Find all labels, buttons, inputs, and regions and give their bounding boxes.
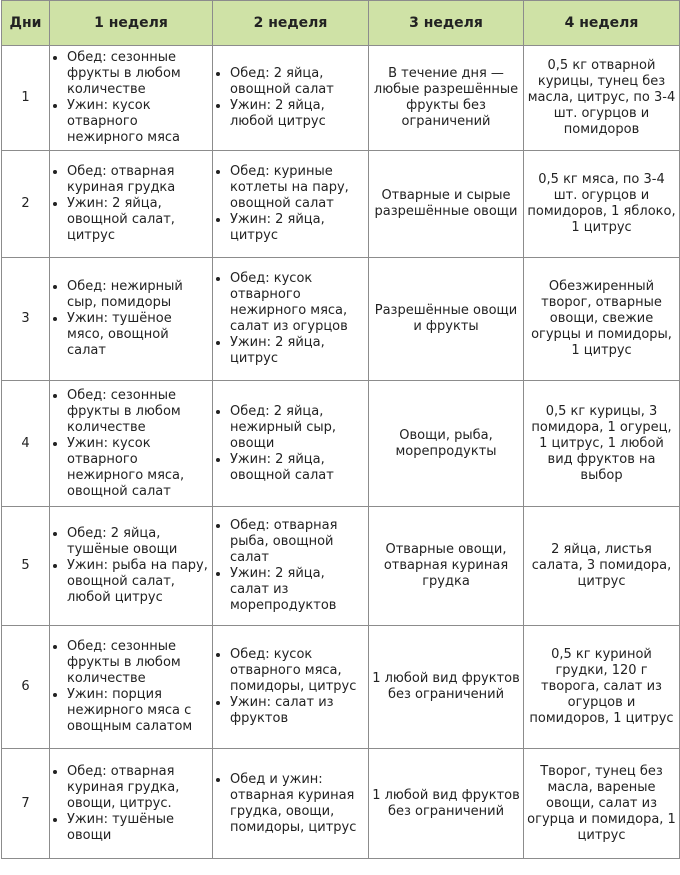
- meal-item: • Обед: кусок отварного мяса, помидоры, цитрус: [230, 647, 365, 695]
- table-row: [2, 381, 680, 507]
- table-header: [2, 1, 680, 46]
- week-2-cell: [213, 46, 369, 151]
- meal-item: • Обед: сезонные фрукты в любом количестве: [67, 639, 209, 687]
- meal-list: [216, 647, 365, 727]
- day-number: 7: [2, 749, 50, 859]
- meal-list: [216, 772, 365, 836]
- diet-plan-table: [1, 0, 680, 859]
- week-3-cell: Отварные и сырые разрешённые овощи: [369, 151, 524, 258]
- header-week-4: 4 неделя: [524, 1, 680, 46]
- header-week-2: 2 неделя: [213, 1, 369, 46]
- meal-item: • Обед: нежирный сыр, помидоры: [67, 279, 209, 311]
- day-number: 6: [2, 626, 50, 749]
- meal-item: • Обед и ужин: отварная куриная грудка, овощи, помидоры, цитрус: [230, 772, 365, 836]
- day-number: 1: [2, 46, 50, 151]
- table-row: [2, 151, 680, 258]
- meal-item: • Обед: 2 яйца, овощной салат: [230, 66, 365, 98]
- table-row: [2, 258, 680, 381]
- table-row: [2, 507, 680, 626]
- day-number: 2: [2, 151, 50, 258]
- meal-item: • Обед: сезонные фрукты в любом количестве: [67, 50, 209, 98]
- header-days: Дни: [2, 1, 50, 46]
- week-3-cell: Овощи, рыба, морепродукты: [369, 381, 524, 507]
- table-row: [2, 626, 680, 749]
- week-3-cell: 1 любой вид фруктов без ограничений: [369, 626, 524, 749]
- meal-item: • Ужин: 2 яйца, цитрус: [230, 335, 365, 367]
- day-number: 5: [2, 507, 50, 626]
- week-4-cell: 0,5 кг курицы, 3 помидора, 1 огурец, 1 цитрус, 1 любой вид фруктов на выбор: [524, 381, 680, 507]
- meal-item: • Обед: отварная куриная грудка: [67, 164, 209, 196]
- week-3-cell: В течение дня — любые разрешённые фрукты без ограничений: [369, 46, 524, 151]
- week-2-cell: [213, 507, 369, 626]
- meal-list: [53, 764, 209, 844]
- week-1-cell: [50, 151, 213, 258]
- week-2-cell: [213, 151, 369, 258]
- meal-item: • Ужин: салат из фруктов: [230, 695, 365, 727]
- day-number: 4: [2, 381, 50, 507]
- meal-item: • Ужин: тушёное мясо, овощной салат: [67, 311, 209, 359]
- meal-item: • Обед: сезонные фрукты в любом количестве: [67, 388, 209, 436]
- meal-item: • Обед: 2 яйца, нежирный сыр, овощи: [230, 404, 365, 452]
- meal-item: • Обед: 2 яйца, тушёные овощи: [67, 526, 209, 558]
- week-1-cell: [50, 626, 213, 749]
- meal-list: [53, 526, 209, 606]
- week-3-cell: Разрешённые овощи и фрукты: [369, 258, 524, 381]
- meal-list: [216, 164, 365, 244]
- meal-list: [216, 518, 365, 614]
- table-row: [2, 749, 680, 859]
- meal-item: • Ужин: 2 яйца, цитрус: [230, 212, 365, 244]
- meal-item: • Ужин: 2 яйца, салат из морепродуктов: [230, 566, 365, 614]
- week-4-cell: 0,5 кг мяса, по 3-4 шт. огурцов и помидоров, 1 яблоко, 1 цитрус: [524, 151, 680, 258]
- meal-list: [53, 50, 209, 146]
- week-4-cell: 2 яйца, листья салата, 3 помидора, цитрус: [524, 507, 680, 626]
- meal-list: [216, 271, 365, 367]
- meal-item: • Ужин: порция нежирного мяса с овощным салатом: [67, 687, 209, 735]
- week-2-cell: [213, 381, 369, 507]
- meal-list: [216, 404, 365, 484]
- week-1-cell: [50, 381, 213, 507]
- meal-item: • Обед: отварная куриная грудка, овощи, цитрус.: [67, 764, 209, 812]
- week-2-cell: [213, 258, 369, 381]
- week-4-cell: Обезжиренный творог, отварные овощи, свежие огурцы и помидоры, 1 цитрус: [524, 258, 680, 381]
- meal-item: • Обед: кусок отварного нежирного мяса, салат из огурцов: [230, 271, 365, 335]
- header-week-1: 1 неделя: [50, 1, 213, 46]
- meal-list: [53, 279, 209, 359]
- week-1-cell: [50, 507, 213, 626]
- meal-list: [53, 164, 209, 244]
- day-number: 3: [2, 258, 50, 381]
- meal-item: • Ужин: 2 яйца, овощной салат: [230, 452, 365, 484]
- table-body: [2, 46, 680, 859]
- week-1-cell: [50, 749, 213, 859]
- meal-item: • Ужин: тушёные овощи: [67, 812, 209, 844]
- meal-item: • Ужин: 2 яйца, овощной салат, цитрус: [67, 196, 209, 244]
- week-4-cell: 0,5 кг куриной грудки, 120 г творога, салат из огурцов и помидоров, 1 цитрус: [524, 626, 680, 749]
- meal-item: • Ужин: 2 яйца, любой цитрус: [230, 98, 365, 130]
- meal-list: [53, 388, 209, 500]
- week-2-cell: [213, 626, 369, 749]
- meal-list: [216, 66, 365, 130]
- meal-item: • Обед: отварная рыба, овощной салат: [230, 518, 365, 566]
- header-week-3: 3 неделя: [369, 1, 524, 46]
- meal-item: • Обед: куриные котлеты на пару, овощной салат: [230, 164, 365, 212]
- meal-list: [53, 639, 209, 735]
- meal-item: • Ужин: кусок отварного нежирного мяса, овощной салат: [67, 436, 209, 500]
- meal-item: • Ужин: кусок отварного нежирного мяса: [67, 98, 209, 146]
- week-3-cell: Отварные овощи, отварная куриная грудка: [369, 507, 524, 626]
- week-1-cell: [50, 46, 213, 151]
- week-4-cell: 0,5 кг отварной курицы, тунец без масла, цитрус, по 3-4 шт. огурцов и помидоров: [524, 46, 680, 151]
- week-4-cell: Творог, тунец без масла, вареные овощи, салат из огурца и помидора, 1 цитрус: [524, 749, 680, 859]
- week-1-cell: [50, 258, 213, 381]
- header-row: [2, 1, 680, 46]
- week-2-cell: [213, 749, 369, 859]
- week-3-cell: 1 любой вид фруктов без ограничений: [369, 749, 524, 859]
- table-row: [2, 46, 680, 151]
- meal-item: • Ужин: рыба на пару, овощной салат, любой цитрус: [67, 558, 209, 606]
